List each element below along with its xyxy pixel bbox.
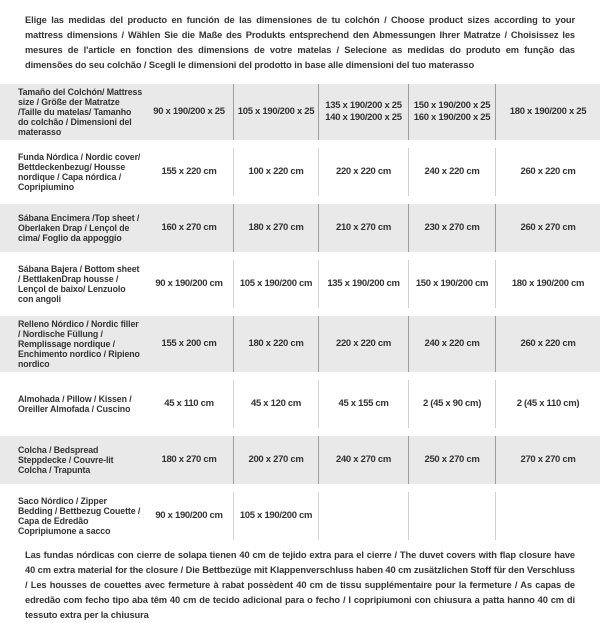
table-row-bedspread: [0, 436, 600, 484]
size-guide-page: [0, 13, 600, 620]
size-value: 135 x 190/200 cm: [318, 260, 408, 308]
table-row-top-sheet: [0, 204, 600, 252]
table-row-zipper-bedding: [0, 492, 600, 540]
row-label: Saco Nórdico / Zipper Bedding / Bettbezug Couette / Capa de Edredão Copripiumone a sacco: [18, 496, 141, 536]
table-row-pillow: [0, 380, 600, 428]
size-value: 2 (45 x 110 cm): [495, 380, 600, 428]
size-value: 155 x 220 cm: [161, 166, 217, 177]
size-value: 180 x 190/200 cm: [495, 260, 600, 308]
row-label: Relleno Nórdico / Nordic filler / Nordische Füllung / Remplissage nordique / Enchimento nordico / Ripieno nordico: [18, 319, 140, 369]
size-value: 45 x 120 cm: [233, 380, 318, 428]
size-value: 260 x 270 cm: [495, 204, 600, 252]
size-value: 200 x 270 cm: [233, 436, 318, 484]
size-value: 260 x 220 cm: [495, 148, 600, 196]
size-value: 240 x 220 cm: [408, 316, 495, 372]
size-value: 90 x 190/200 cm: [155, 278, 223, 289]
size-value: 180 x 270 cm: [161, 454, 217, 465]
size-value: 45 x 110 cm: [164, 398, 214, 409]
size-value: 90 x 190/200 cm: [155, 510, 223, 521]
row-label: Funda Nórdica / Nordic cover/ Bettdeckenbezug/ Housse nordique / Capa nórdica / Copripiumino: [18, 152, 141, 192]
size-value: 250 x 270 cm: [408, 436, 495, 484]
size-value: 260 x 220 cm: [495, 316, 600, 372]
size-value: 45 x 155 cm: [318, 380, 408, 428]
size-value: 180 x 190/200 x 25: [495, 84, 600, 140]
size-value: 230 x 270 cm: [408, 204, 495, 252]
size-value: 160 x 270 cm: [161, 222, 217, 233]
size-value: 220 x 220 cm: [318, 316, 408, 372]
size-value: 180 x 220 cm: [233, 316, 318, 372]
size-value: 180 x 270 cm: [233, 204, 318, 252]
row-label: Tamaño del Colchón/ Mattress size / Größe der Matratze /Taille du matelas/ Tamanho do colchão / Dimensioni del materasso: [18, 87, 143, 137]
row-label: Sábana Bajera / Bottom sheet / BettlakenDrap housse / Lençol de baixo/ Lenzuolo con angoli: [18, 264, 140, 304]
size-value: 240 x 220 cm: [408, 148, 495, 196]
table-row-nordic-filler: [0, 316, 600, 372]
size-value: 105 x 190/200 x 25: [233, 84, 318, 140]
size-value: 2 (45 x 90 cm): [408, 380, 495, 428]
size-value: 150 x 190/200 cm: [408, 260, 495, 308]
row-label: Colcha / Bedspread Steppdecke / Couvre-lit Colcha / Trapunta: [18, 445, 114, 475]
size-value: [495, 492, 600, 540]
row-label: Sábana Encimera /Top sheet / Oberlaken Drap / Lençol de cima/ Foglio da appoggio: [18, 213, 140, 243]
size-value: [318, 492, 408, 540]
size-value: 105 x 190/200 cm: [233, 492, 318, 540]
size-value: 100 x 220 cm: [233, 148, 318, 196]
size-value: 220 x 220 cm: [318, 148, 408, 196]
size-value: [408, 492, 495, 540]
size-value: 270 x 270 cm: [495, 436, 600, 484]
size-table: [0, 84, 600, 540]
size-value: 135 x 190/200 x 25 140 x 190/200 x 25: [318, 84, 408, 140]
size-value: 150 x 190/200 x 25 160 x 190/200 x 25: [408, 84, 495, 140]
size-value: 210 x 270 cm: [318, 204, 408, 252]
intro-text: Elige las medidas del producto en función de las dimensiones de tu colchón / Choose product sizes according to your mattress dimensions / Wählen Sie die Maße des Produkts entsprechend den Abmessungen Ihrer Matratze / Choisissez les mesures de l'article en fonction des dimensions de votre matelas / Selecione as medidas do produto em função das dimensões do seu colchão / Scegli le dimensioni del prodotto in base alle dimensioni del tuo materasso: [25, 15, 575, 70]
row-label: Almohada / Pillow / Kissen / Oreiller Almofada / Cuscino: [18, 394, 132, 414]
size-value: 155 x 200 cm: [161, 338, 217, 349]
table-row-nordic-cover: [0, 148, 600, 196]
size-value: 105 x 190/200 cm: [233, 260, 318, 308]
footer-note: Las fundas nórdicas con cierre de solapa tienen 40 cm de tejido extra para el cierre / The duvet covers with flap closure have 40 cm extra material for the closure / Die Bettbezüge mit Klappenverschluss haben 40 cm zusätzlichen Stoff für den Verschluss / Les housses de couettes avec fermeture à rabat possèdent 40 cm de tissu supplémentaire pour la fermeture / As capas de edredão com fecho tipo aba têm 40 cm de tecido adicional para o fecho / I copripiumoni con chiusura a patta hanno 40 cm di tessuto extra per la chiusura: [25, 550, 575, 620]
table-row-mattress-size: [0, 84, 600, 140]
table-row-bottom-sheet: [0, 260, 600, 308]
size-value: 240 x 270 cm: [318, 436, 408, 484]
size-value: 90 x 190/200 x 25: [153, 106, 225, 117]
